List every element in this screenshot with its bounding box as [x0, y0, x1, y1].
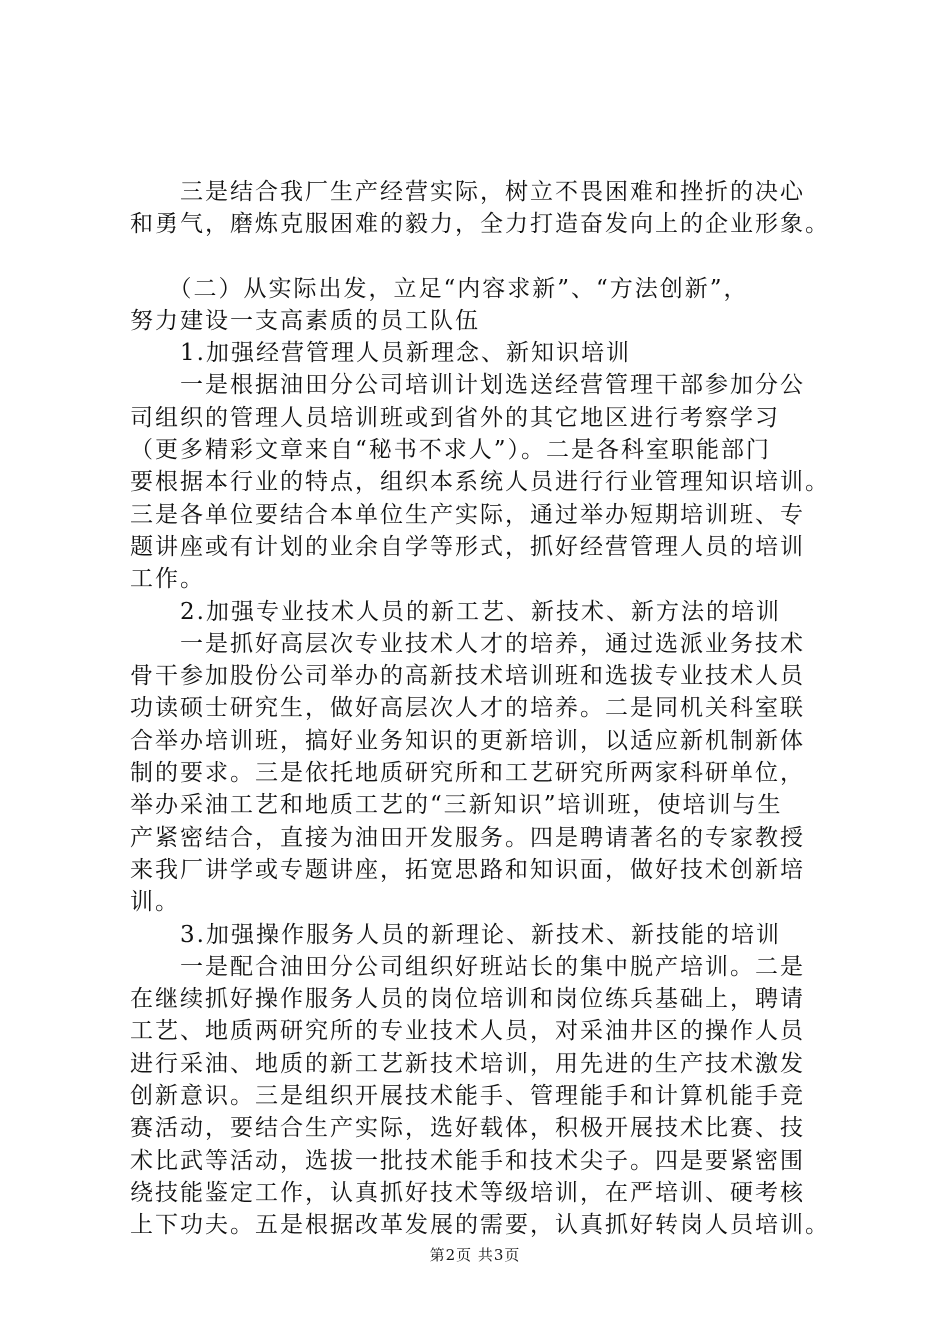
text-line: 上下功夫。五是根据改革发展的需要，认真抓好转岗人员培训。 — [130, 1212, 830, 1239]
text-line: （更多精彩文章来自“秘书不求人”）。二是各科室职能部门 — [130, 437, 772, 464]
text-line: 举办采油工艺和地质工艺的“三新知识”培训班，使培训与生 — [130, 792, 783, 819]
text-line: 制的要求。三是依托地质研究所和工艺研究所两家科研单位， — [130, 760, 805, 787]
paragraph-technical-training — [130, 628, 840, 919]
text-line: 一是根据油田分公司培训计划选送经营管理干部参加分公 — [130, 372, 805, 399]
subheading-3 — [130, 919, 840, 951]
document-body — [130, 176, 840, 1242]
text-line: 司组织的管理人员培训班或到省外的其它地区进行考察学习 — [130, 404, 780, 431]
text-line: 合举办培训班，搞好业务知识的更新培训，以适应新机制新体 — [130, 727, 805, 754]
paragraph-management-training — [130, 369, 840, 595]
text-line: 工作。 — [130, 566, 205, 593]
text-line: 和勇气，磨炼克服困难的毅力，全力打造奋发向上的企业形象。 — [130, 211, 830, 238]
section-heading-2 — [130, 273, 840, 338]
text-line: 术比武等活动，选拔一批技术能手和技术尖子。四是要紧密围 — [130, 1147, 805, 1174]
text-line: 题讲座或有计划的业余自学等形式，抓好经营管理人员的培训 — [130, 533, 805, 560]
text-line: 进行采油、地质的新工艺新技术培训，用先进的生产技术激发 — [130, 1050, 805, 1077]
text-line: 工艺、地质两研究所的专业技术人员，对采油井区的操作人员 — [130, 1018, 805, 1045]
text-line: 绕技能鉴定工作，认真抓好技术等级培训，在严培训、硬考核 — [130, 1179, 805, 1206]
page-number-footer: 第2页 共3页 — [429, 1246, 521, 1264]
text-line: 2.加强专业技术人员的新工艺、新技术、新方法的培训 — [130, 598, 781, 625]
text-line: 功读硕士研究生，做好高层次人才的培养。二是同机关科室联 — [130, 695, 805, 722]
subheading-2 — [130, 596, 840, 628]
text-line: 3.加强操作服务人员的新理论、新技术、新技能的培训 — [130, 921, 781, 948]
text-line: 赛活动，要结合生产实际，选好载体，积极开展技术比赛、技 — [130, 1115, 805, 1142]
text-line: 产紧密结合，直接为油田开发服务。四是聘请著名的专家教授 — [130, 824, 805, 851]
text-line: 1.加强经营管理人员新理念、新知识培训 — [130, 340, 631, 367]
text-line: 训。 — [130, 889, 180, 916]
paragraph-sanshi-jiehe — [130, 176, 840, 241]
paragraph-operator-training — [130, 951, 840, 1242]
text-line: 三是结合我厂生产经营实际，树立不畏困难和挫折的决心 — [130, 179, 805, 205]
paragraph-gap — [130, 241, 840, 273]
text-line: 努力建设一支高素质的员工队伍 — [130, 307, 480, 334]
text-line: 要根据本行业的特点，组织本系统人员进行行业管理知识培训。 — [130, 469, 830, 496]
text-line: 骨干参加股份公司举办的高新技术培训班和选拔专业技术人员 — [130, 663, 805, 690]
subheading-1 — [130, 337, 840, 369]
text-line: 来我厂讲学或专题讲座，拓宽思路和知识面，做好技术创新培 — [130, 856, 805, 883]
text-line: （二）从实际出发，立足“内容求新”、“方法创新”， — [130, 275, 749, 302]
text-line: 三是各单位要结合本单位生产实际，通过举办短期培训班、专 — [130, 501, 805, 528]
text-line: 一是抓好高层次专业技术人才的培养，通过选派业务技术 — [130, 630, 805, 657]
text-line: 创新意识。三是组织开展技术能手、管理能手和计算机能手竞 — [130, 1083, 805, 1110]
text-line: 一是配合油田分公司组织好班站长的集中脱产培训。二是 — [130, 953, 805, 980]
text-line: 在继续抓好操作服务人员的岗位培训和岗位练兵基础上，聘请 — [130, 986, 805, 1013]
